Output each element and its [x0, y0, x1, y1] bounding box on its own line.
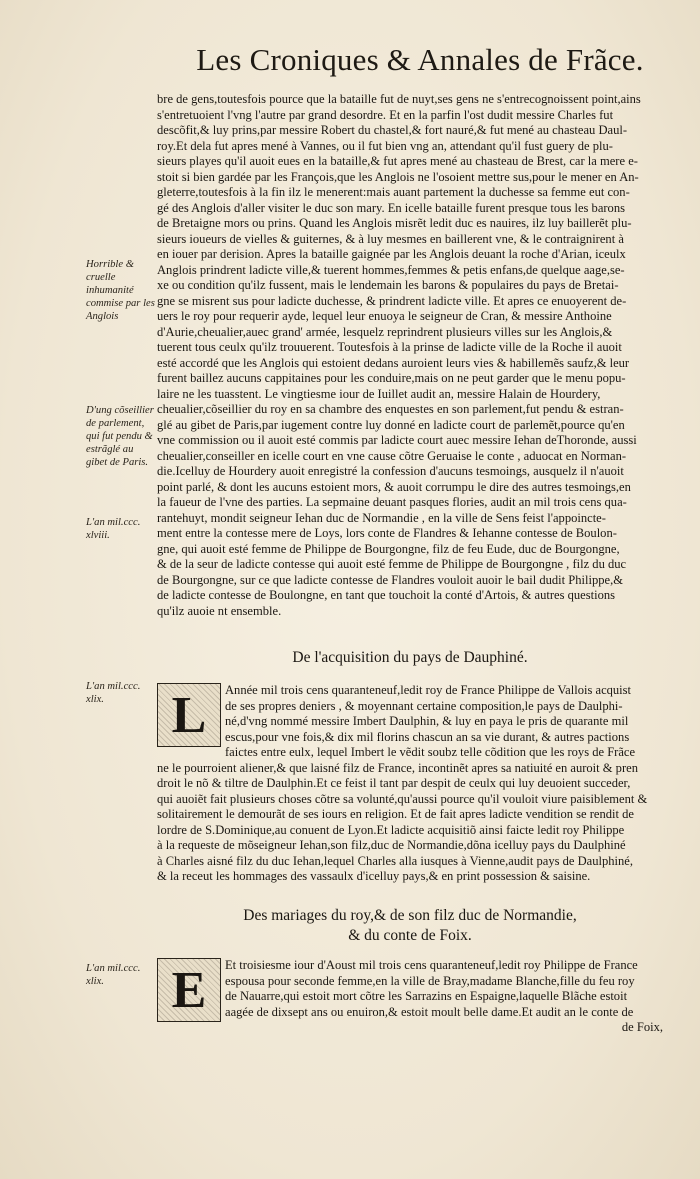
initial-letter: L: [171, 686, 207, 744]
heading-dauphine: De l'acquisition du pays de Dauphiné.: [292, 649, 528, 666]
text-line: gne, qui auoit esté femme de Philippe de Bourgongne, filz de feu Eude, duc de Bourgongne,: [157, 541, 620, 556]
decorated-initial-l: [157, 683, 221, 747]
text-line: stoit si bien gardée par les François,que les Anglois ne l'osoient mettre sus,pour le mener en An-: [157, 169, 639, 184]
text-line: cheualier,cõseillier du roy en sa chambre des enquestes en son parlement,fut pendu & estran-: [157, 402, 624, 416]
text-line: descõfit,& luy prins,par messire Robert du chastel,& fort nauré,& fut mené au chasteau Daul-: [157, 123, 628, 137]
text-line: d'Aurie,cheualier,auec grand' armée, lesquelz reprindrent plusieurs villes sur les Anglois,&: [157, 324, 613, 339]
text-line: de ses propres deniers , & moyennant certaine composition,le pays de Daulphi-: [225, 698, 623, 713]
text-line: né,d'vng nommé messire Imbert Daulphin, & luy en paya le pris de quarante mil: [225, 714, 629, 728]
text-line: Anglois prindrent ladicte ville,& tuerent hommes,femmes & petis enfans,de quelque aage,se-: [157, 262, 625, 277]
text-line: cheualier,conseiller en icelle court en vne cause cõtre Geruaise le conte , aduocat en Norman-: [157, 448, 627, 463]
text-line: de Bretaigne mors ou prins. Quand les Anglois misrẽt ledit duc es nauires, ilz luy baillerẽt plu-: [157, 216, 632, 230]
text-line: furent baillez aucuns cappitaines pour les conduire,mais on ne peut garder que le menu popu-: [157, 371, 626, 385]
text-line: esté accordé que les Anglois qui estoient dedans auroient leurs vies & habillemẽs saufz,& leur: [157, 355, 630, 370]
text-line: laire ne les tuasstent. Le vingtiesme iour de Iuillet audit an, messire Halain de Hourdery,: [157, 386, 601, 401]
text-line: lordre de S.Dominique,au conuent de Lyon.Et ladicte acquisitiõ ainsi faicte ledit roy Philippe: [157, 822, 625, 837]
text-line: gleterre,toutesfois à la fin ilz le menerent:mais auant partement la duchesse sa femme eut con-: [157, 185, 630, 199]
text-line: sieurs playes qu'il auoit eues en la bataille,& fut apres mené au chasteau de Brest, car la mere e-: [157, 154, 638, 168]
text-line: sieurs ioueurs de vielles & guiternes, & à luy mesmes en baillerent vne, & le contraignirent à: [157, 231, 624, 246]
text-line: bre de gens,toutesfois pource que la bataille fut de nuyt,ses gens ne s'entrecognoissent point,ains: [157, 92, 641, 106]
text-line: gne se misrent sus pour ladicte duchesse, & prindrent ladicte ville. Et apres ce enuoyerent de-: [157, 293, 627, 308]
margin-note-year-1348: L'an mil.ccc. xlviii.: [86, 517, 141, 541]
text-line: rantehuyt, mondit seigneur Iehan duc de Normandie , en la ville de Sens feist l'appoincte-: [157, 510, 606, 525]
text-line: Année mil trois cens quaranteneuf,ledit roy de France Philippe de Vallois acquist: [225, 683, 632, 697]
initial-letter: E: [171, 961, 207, 1019]
text-line: glé au gibet de Paris,par iugement contre luy donné en ladicte court de parlemẽt,pource qu'en: [157, 417, 625, 432]
text-line: qui auoiẽt fait plusieurs choses cõtre sa volunté,qu'aussi pource qu'il vouloit viure paisiblement &: [157, 791, 648, 806]
text-line: à Charles aisné filz du duc Iehan,lequel Charles alla iusques à Vienne,audit pays de Daulphiné,: [157, 853, 633, 868]
margin-note-year-1349-b: L'an mil.ccc. xlix.: [86, 963, 141, 987]
text-line: la faueur de l'vne des parties. La sepmaine deuant pasques flories, audit an mil trois cens qua-: [157, 495, 627, 509]
text-line: point parlé, & dont les aucuns estoient mors, & auoit corrumpu le dire des autres tesmoings,en: [157, 479, 631, 494]
text-line: en iouer par derision. Apres la bataille gaignée par les Anglois deuant la roche d'Arian, iceulx: [157, 247, 626, 261]
text-line: de ladicte contesse de Boulongne, en tant que touchoit la conté d'Artois, & autres questions: [157, 588, 616, 602]
margin-note-year-1349-a: L'an mil.ccc. xlix.: [86, 681, 141, 705]
text-line: à la requeste de mõseigneur Iehan,son filz,duc de Normandie,dõna icelluy pays du Daulphiné: [157, 838, 626, 852]
text-line: ne le pourroient aliener,& que laisné filz de France, incontinẽt apres sa natiuité en auroit & pren: [157, 760, 638, 775]
text-line: espousa pour seconde femme,en la ville de Bray,madame Blanche,fille du feu roy: [225, 973, 635, 988]
decorated-initial-e: [157, 958, 221, 1022]
text-line: de Nauarre,qui estoit mort cõtre les Sarrazins en Espaigne,laquelle Blãche estoit: [225, 989, 628, 1003]
text-line: de Bourgongne, sur ce que ladicte contesse de Flandres vouloit auoir le bail dudit Philippe,&: [157, 572, 623, 587]
running-head: Les Croniques & Annales de Frãce.: [196, 42, 644, 77]
text-line: s'entretuoient l'vng l'autre par grand desordre. Et en la parfin l'ost dudit messire Charles fut: [157, 107, 614, 122]
heading-mariages-line2: & du conte de Foix.: [348, 927, 472, 944]
main-text-column: [157, 92, 663, 619]
text-line: uers le roy pour requerir ayde, lequel leur enuoya le seigneur de Cran, & messire Anthoine: [157, 309, 612, 323]
text-line: droit le nõ & tiltre de Daulphin.Et ce feist il tant par despit de ceulx qui luy deuoient succeder,: [157, 776, 631, 790]
text-line: qu'ilz auoie nt ensemble.: [157, 603, 282, 618]
text-line: & la receut les hommages des vassaulx d'icelluy pays,& en print possession & saisine.: [157, 869, 591, 883]
heading-mariages-line1: Des mariages du roy,& de son filz duc de Normandie,: [243, 907, 577, 924]
text-line: Et troisiesme iour d'Aoust mil trois cens quaranteneuf,ledit roy Philippe de France: [225, 958, 638, 972]
mariages-indented-lines: [225, 958, 663, 1036]
text-line: ment entre la contesse mere de Loys, lors conte de Flandres & Iehanne contesse de Boulon-: [157, 526, 617, 540]
text-line: die.Icelluy de Hourdery auoit enregistré la confession d'aucuns tesmoings, ausquelz il n'auoit: [157, 464, 624, 478]
text-line: xe ou condition qu'ilz fussent, mais le lendemain les barons & populaires du pays de Bretai-: [157, 278, 619, 292]
text-line: tuerent tous ceulx qu'ilz trouuerent. Toutesfois à la prinse de ladicte ville de la Roche il auoit: [157, 340, 622, 354]
margin-note-conseillier: D'ung cõseillier de parlement, qui fut pendu & estrãglé au gibet de Paris.: [86, 405, 154, 468]
text-line: de Foix,: [621, 1020, 663, 1034]
text-line: gé des Anglois d'aller visiter le duc son mary. En icelle bataille furent presque tous les barons: [157, 200, 625, 215]
margin-note-inhumanite: Horrible & cruelle inhumanité commise par les Anglois: [86, 259, 155, 322]
text-line: escus,pour vne fois,& dix mil florins chascun an sa vie durant, & autres pactions: [225, 729, 630, 744]
text-line: roy.Et dela fut apres mené à Vannes, ou il fut bien vng an, attendant qu'il fust guery de plu-: [157, 138, 613, 153]
text-line: solitairement le demourãt de ses iours en religion. Et de fait apres ladicte vendition se rendit de: [157, 807, 634, 821]
text-line: vne commission ou il auoit esté commis par ladicte court auec messire Iehan deThoronde, aussi: [157, 433, 637, 447]
dauphine-full-lines: [157, 761, 663, 885]
text-line: aagée de dixsept ans ou enuiron,& estoit moult belle dame.Et audit an le conte de: [225, 1004, 634, 1019]
text-line: faictes entre eulx, lequel Imbert le vẽdit soubz telle cõdition que les roys de Frãce: [225, 745, 636, 759]
text-line: & de la seur de ladicte contesse qui auoit esté femme de Philippe de Bourgongne , filz du duc: [157, 557, 627, 571]
dauphine-indented-lines: [225, 683, 663, 761]
